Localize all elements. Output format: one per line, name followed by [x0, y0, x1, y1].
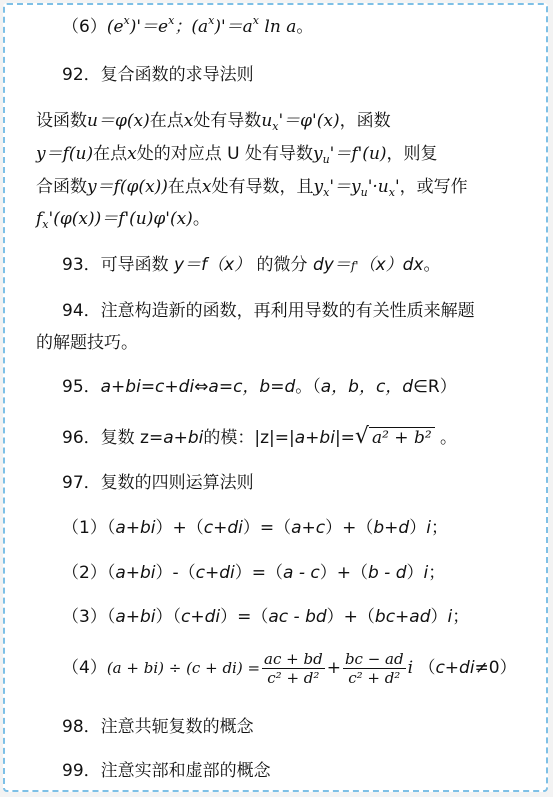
rule-divide: （4）(a + bi) ÷ (c + di) = $\frac{ac + bd}{\text{c² + d²}}$ + $\frac{bc - ad}{\text{c² + d²}}$ i （c+di≠0）	[62, 649, 517, 687]
para-92-line1: 设函数u＝φ(x)在点x处有导数$u_x'=\varphi'(x)$，函数	[36, 111, 391, 133]
para-92-line2: y＝f(u)在点x处的对应点 U 处有导数$y_u'=f'(u)$，则复	[36, 144, 438, 166]
para-92-line3: 合函数y＝f(φ(x))在点x处有导数，且$y_x'=y_u'\cdot u_x'$，或写作	[36, 177, 468, 199]
heading-95: 95．a+bi=c+di⇔a=c，b=d。（a，b，c，d∈R）	[62, 377, 457, 397]
fraction-imag: $\frac{bc - ad}{\text{c² + d²}}$	[344, 649, 404, 687]
rule-add: （1）（a+bi）+（c+di）=（a+c）+（b+d）i；	[62, 518, 448, 538]
heading-97: 97．复数的四则运算法则	[62, 473, 254, 493]
para-92-line4: $f_x'(\varphi(x))=f'(u)\varphi'(x)$。	[36, 209, 210, 231]
heading-92: 92．复合函数的求导法则	[62, 65, 254, 85]
heading-98: 98．注意共轭复数的概念	[62, 717, 254, 737]
heading-94-line2: 的解题技巧。	[36, 333, 138, 353]
fraction-real: $\frac{ac + bd}{\text{c² + d²}}$	[264, 649, 323, 687]
heading-96: 96．复数 z=a+bi的模：|z|=|a+bi|=√ a² + b² 。	[62, 424, 458, 449]
heading-93: 93．可导函数 y＝f（x） 的微分 dy＝f'（x）dx。	[62, 255, 441, 275]
formula-6: $(6)(e^x)'=e^x$；$(a^x)'=a^x$ ln a。	[62, 14, 314, 37]
sqrt-modulus: √ a² + b²	[355, 426, 435, 449]
rule-subtract: （2）（a+bi）-（c+di）=（a - c）+（b - d）i；	[62, 563, 446, 583]
rule-multiply: （3）（a+bi）（c+di）=（ac - bd）+（bc+ad）i；	[62, 607, 470, 627]
heading-99: 99．注意实部和虚部的概念	[62, 761, 271, 781]
heading-94-line1: 94．注意构造新的函数，再利用导数的有关性质来解题	[62, 301, 475, 321]
